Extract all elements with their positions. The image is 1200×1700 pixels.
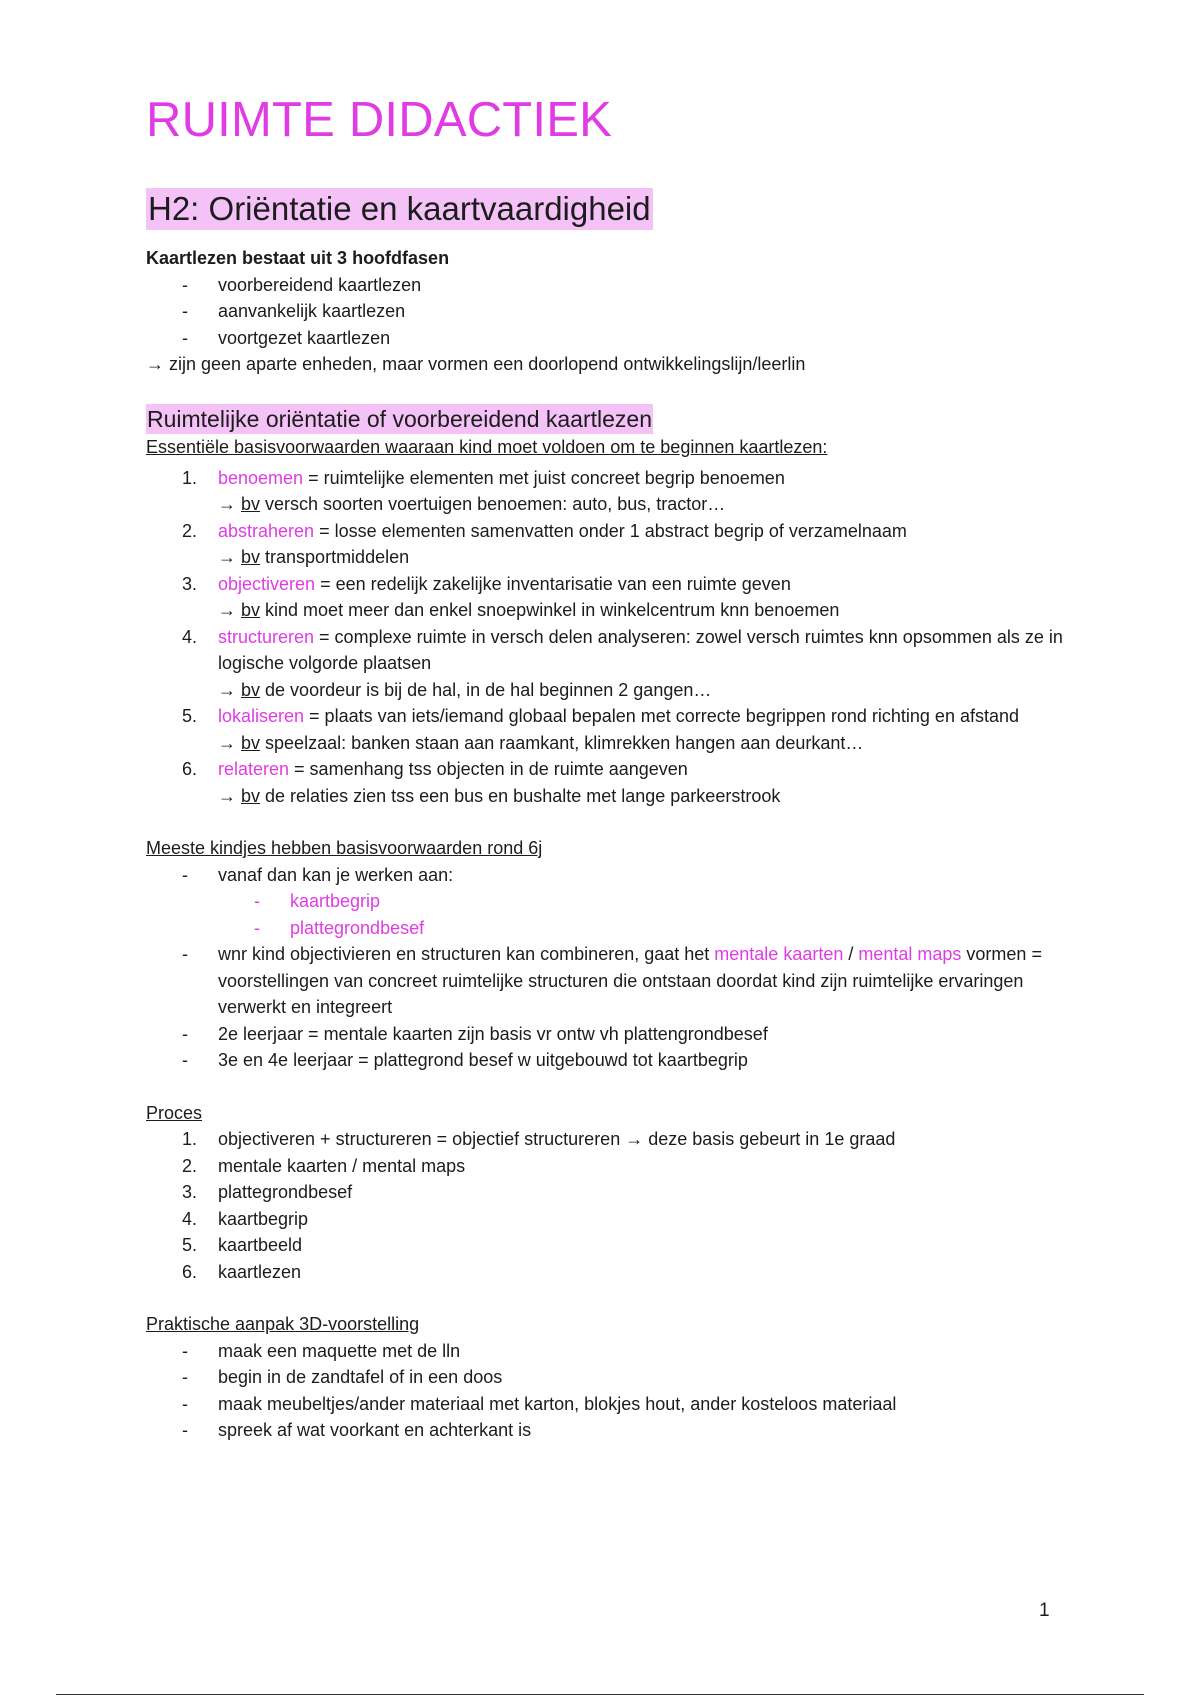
item-number: 6. [182,759,198,779]
list-item-text: objectiveren + structureren = objectief structureren → deze basis gebeurt in 1e graad [218,1129,896,1149]
list-item-text: kaartbegrip [218,1208,309,1229]
practical-heading: Praktische aanpak 3D-voorstelling [146,1314,420,1334]
basics-list [146,862,1076,1074]
list-item: - voortgezet kaartlezen [146,325,1076,352]
phases-list [146,272,1076,352]
term: mental maps [858,944,962,964]
example-text: versch soorten voertuigen benoemen: auto, bus, tractor… [260,494,726,514]
basics-sublist [218,888,1076,941]
list-item [146,1259,1076,1286]
item-number: 1. [182,1129,198,1149]
example-text: de relaties zien tss een bus en bushalte met lange parkeerstrook [260,785,781,806]
term: abstraheren [218,520,315,541]
text: vormen = voorstellingen van concreet ruimtelijke structuren die ontstaan doordat kind zijn ruimtelijke ervaringen verwerkt en integreert [218,944,1042,1017]
sub-list-item: - plattegrondbesef [218,915,1076,942]
list-item [146,1126,1076,1153]
term-description: = plaats van iets/iemand globaal bepalen met correcte begrippen rond richting en afstand [304,706,1020,726]
item-number: 2. [182,1155,198,1176]
list-item [146,1153,1076,1180]
list-item [146,1232,1076,1259]
sub-list-item: - kaartbegrip [218,888,1076,915]
item-number: 3. [182,1182,198,1202]
list-item: - begin in de zandtafel of in een doos [146,1364,1076,1391]
list-item: - aanvankelijk kaartlezen [146,298,1076,325]
list-item: - 2e leerjaar = mentale kaarten zijn basis vr ontw vh plattengrondbesef [146,1021,1076,1048]
document-body [146,245,1076,1444]
list-item: - maak een maquette met de lln [146,1338,1076,1365]
example-text: transportmiddelen [260,547,410,567]
item-number: 6. [182,1261,198,1282]
page-number: 1 [1039,1600,1050,1621]
item-number: 4. [182,626,198,647]
orientation-list [146,465,1076,810]
example-label: bv [241,679,261,700]
list-item-text: kaartlezen [218,1261,302,1282]
list-item-text: mentale kaarten / mental maps [218,1155,466,1176]
item-number: 5. [182,706,198,726]
list-item: - maak meubeltjes/ander materiaal met karton, blokjes hout, ander kosteloos materiaal [146,1391,1076,1418]
arrow: → [218,679,242,700]
orientation-subheading: Essentiële basisvoorwaarden waaraan kind moet voldoen om te beginnen kaartlezen: [146,437,828,457]
arrow: → [218,732,242,753]
list-item [146,1206,1076,1233]
term: relateren [218,759,290,779]
term-description: = losse elementen samenvatten onder 1 abstract begrip of verzamelnaam [314,520,907,541]
example-label: bv [241,732,261,753]
term-description: = een redelijk zakelijke inventarisatie van een ruimte geven [315,573,791,594]
example-label: bv [241,600,261,620]
term-description: = ruimtelijke elementen met juist concreet begrip benoemen [303,467,785,488]
list-item [146,941,1076,1021]
document-title: RUIMTE DIDACTIEK [146,93,612,147]
basics-heading: Meeste kindjes hebben basisvoorwaarden rond 6j [146,838,543,858]
term: benoemen [218,467,304,488]
arrow: → [218,494,242,514]
term: lokaliseren [218,706,305,726]
process-list [146,1126,1076,1285]
chapter-heading: H2: Oriëntatie en kaartvaardigheid [146,188,653,230]
term: structureren [218,626,315,647]
list-item [146,571,1076,624]
term-description: = complexe ruimte in versch delen analyseren: zowel versch ruimtes knn opsommen als ze in logische volgorde plaatsen [218,626,1063,673]
example-label: bv [241,547,261,567]
orientation-heading: Ruimtelijke oriëntatie of voorbereidend kaartlezen [147,405,653,432]
phases-heading: Kaartlezen bestaat uit 3 hoofdfasen [146,248,450,268]
text: wnr kind objectivieren en structuren kan combineren, gaat het [218,944,715,964]
text: / [843,944,859,964]
arrow: → [218,785,242,806]
term-description: = samenhang tss objecten in de ruimte aangeven [289,759,688,779]
list-item [146,703,1076,756]
item-number: 3. [182,573,198,594]
term: mentale kaarten [714,944,844,964]
item-number: 4. [182,1208,198,1229]
example-label: bv [241,785,261,806]
list-item: - voorbereidend kaartlezen [146,272,1076,299]
list-item [146,518,1076,571]
example-text: kind moet meer dan enkel snoepwinkel in winkelcentrum knn benoemen [260,600,840,620]
arrow: → [218,547,242,567]
list-item [146,1179,1076,1206]
list-item: - spreek af wat voorkant en achterkant is [146,1417,1076,1444]
list-item [146,465,1076,518]
process-heading: Proces [146,1102,203,1123]
phases-note: → zijn geen aparte enheden, maar vormen een doorlopend ontwikkelingslijn/leerlin [146,354,806,374]
list-item-text: kaartbeeld [218,1235,303,1255]
example-text: de voordeur is bij de hal, in de hal beginnen 2 gangen… [260,679,712,700]
list-item: - 3e en 4e leerjaar = plattegrond besef w uitgebouwd tot kaartbegrip [146,1047,1076,1074]
list-item [146,756,1076,809]
practical-list [146,1338,1076,1444]
list-item [146,862,1076,942]
item-number: 5. [182,1235,198,1255]
list-item [146,624,1076,704]
item-number: 2. [182,520,198,541]
example-text: speelzaal: banken staan aan raamkant, klimrekken hangen aan deurkant… [260,732,864,753]
list-item-text: vanaf dan kan je werken aan: [218,864,454,885]
term: objectiveren [218,573,316,594]
example-label: bv [241,494,261,514]
footer-divider [56,1694,1144,1695]
item-number: 1. [182,467,198,488]
list-item-text: plattegrondbesef [218,1182,353,1202]
arrow: → [218,600,242,620]
